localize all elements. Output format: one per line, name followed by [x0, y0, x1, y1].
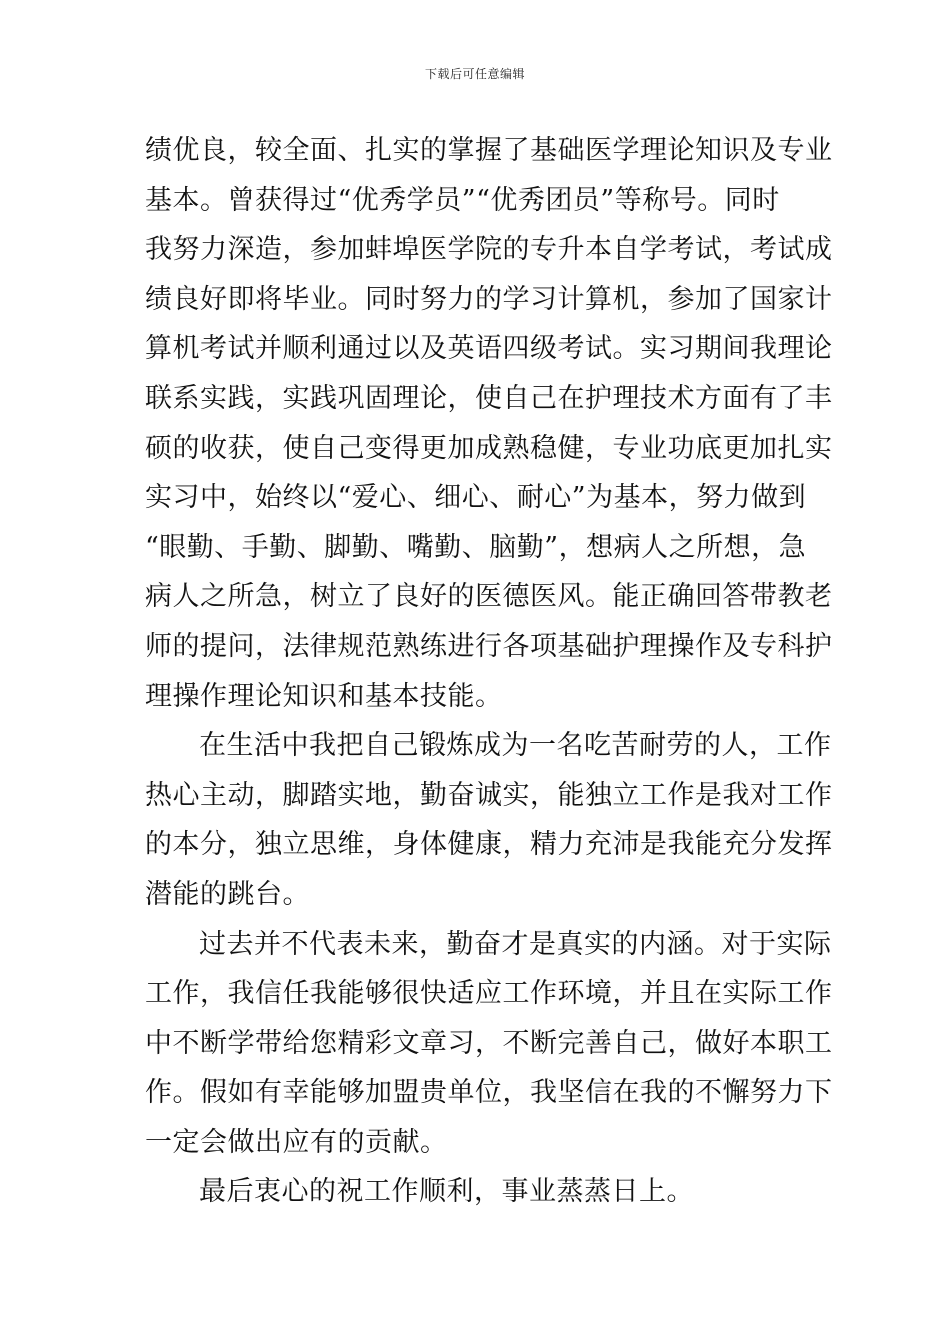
text-line: 理操作理论知识和基本技能。: [145, 680, 503, 712]
text-line-paragraph-start: 在生活中我把自己锻炼成为一名吃苦耐劳的人，工作: [199, 730, 832, 762]
text-line: 病人之所急，树立了良好的医德医风。能正确回答带教老: [145, 581, 833, 613]
text-line: 师的提问，法律规范熟练进行各项基础护理操作及专科护: [145, 630, 833, 662]
text-line: 基本。曾获得过“优秀学员”“优秀团员”等称号。同时: [145, 184, 780, 216]
page-header: 下载后可任意编辑: [424, 67, 525, 81]
text-line: 联系实践，实践巩固理论，使自己在护理技术方面有了丰: [145, 382, 833, 414]
text-line: 工作，我信任我能够很快适应工作环境，并且在实际工作: [145, 978, 833, 1010]
text-line: 潜能的跳台。: [145, 878, 310, 910]
text-line: 作。假如有幸能够加盟贵单位，我坚信在我的不懈努力下: [145, 1077, 833, 1109]
text-line: 绩优良，较全面、扎实的掌握了基础医学理论知识及专业: [145, 135, 833, 166]
text-line: 我努力深造，参加蚌埠医学院的专升本自学考试，考试成: [145, 234, 833, 266]
text-line: 绩良好即将毕业。同时努力的学习计算机，参加了国家计: [145, 283, 833, 315]
document-body: [145, 126, 833, 1217]
text-line-paragraph-start: 过去并不代表未来，勤奋才是真实的内涵。对于实际: [199, 928, 832, 960]
text-line: 硕的收获，使自己变得更加成熟稳健，专业功底更加扎实: [145, 432, 833, 464]
text-line: 实习中，始终以“爱心、细心、耐心”为基本，努力做到: [145, 482, 807, 514]
text-line: 热心主动，脚踏实地，勤奋诚实，能独立工作是我对工作: [145, 779, 833, 811]
text-line: 算机考试并顺利通过以及英语四级考试。实习期间我理论: [145, 333, 833, 365]
text-line: 一定会做出应有的贡献。: [145, 1126, 448, 1158]
text-line-paragraph-start: 最后衷心的祝工作顺利，事业蒸蒸日上。: [199, 1176, 694, 1208]
text-line: 中不断学带给您精彩文章习，不断完善自己，做好本职工: [145, 1027, 833, 1059]
text-line: “眼勤、手勤、脚勤、嘴勤、脑勤”，想病人之所想，急: [145, 531, 807, 563]
text-line: 的本分，独立思维，身体健康，精力充沛是我能充分发挥: [145, 829, 833, 861]
